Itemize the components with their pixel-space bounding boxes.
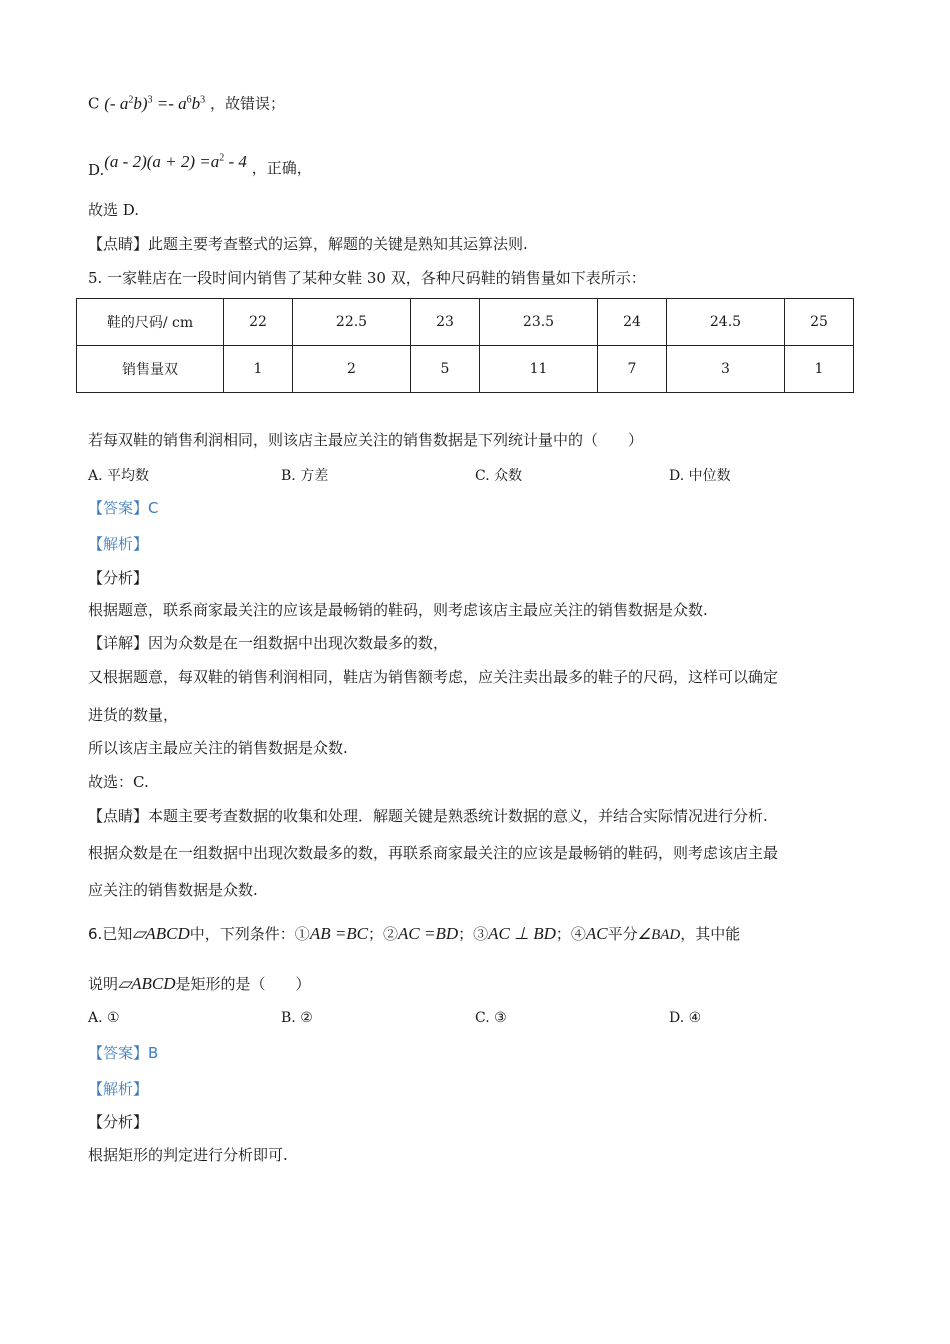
count-cell: 5 [410, 346, 479, 393]
q5-option-a: A. 平均数 [88, 468, 150, 484]
count-cell: 1 [784, 346, 853, 393]
table-row [77, 299, 854, 346]
item-c-comment: ，故错误； [209, 94, 285, 113]
q6-answer: 【答案】B [88, 1044, 159, 1062]
count-cell: 3 [667, 346, 785, 393]
item-c-label: C [88, 94, 100, 113]
q5-stem: 5. 一家鞋店在一段时间内销售了某种女鞋 30 双，各种尺码鞋的销售量如下表所示： [88, 269, 646, 287]
shoe-size-table [76, 298, 854, 393]
size-cell: 23 [410, 299, 479, 346]
q5-question: 若每双鞋的销售利润相同，则该店主最应关注的销售数据是下列统计量中的（ ） [88, 431, 644, 449]
q5-tip-2: 根据众数是在一组数据中出现次数最多的数，再联系商家最关注的应该是最畅销的鞋码，则考虑该店主最 [88, 844, 779, 862]
q4-choice: 故选 D. [88, 201, 140, 219]
q5-detail-1: 【详解】因为众数是在一组数据中出现次数最多的数， [88, 634, 449, 652]
q6-option-b: B. ② [281, 1010, 313, 1026]
size-cell: 24 [597, 299, 666, 346]
item-d-comment: ，正确， [251, 158, 312, 177]
size-cell: 23.5 [480, 299, 598, 346]
q6-option-a: A. ① [88, 1010, 120, 1026]
item-c-formula: (- $a^2b)^3 =- a^6b^3$ [104, 93, 206, 113]
count-cell: 1 [224, 346, 293, 393]
count-cell: 7 [597, 346, 666, 393]
q5-option-d: D. 中位数 [669, 468, 731, 484]
size-cell: 22 [224, 299, 293, 346]
size-cell: 24.5 [667, 299, 785, 346]
q6-option-c: C. ③ [475, 1010, 507, 1026]
q6-fenxi-label: 【分析】 [88, 1113, 149, 1131]
q5-detail-2: 又根据题意，每双鞋的销售利润相同，鞋店为销售额考虑，应关注卖出最多的鞋子的尺码，这样可以确定 [88, 668, 779, 686]
q5-answer: 【答案】C [88, 499, 159, 517]
q5-tip-1: 【点睛】本题主要考查数据的收集和处理．解题关键是熟悉统计数据的意义，并结合实际情况进行分析. [88, 807, 768, 825]
item-d-label: D. [88, 160, 105, 179]
q5-detail-3: 进货的数量， [88, 706, 179, 724]
q6-stem-line-1: 6.已知▱ABCD中，下列条件：①AB =BC；②AC =BD；③AC ⊥ BD；④AC平分∠BAD，其中能 [88, 924, 741, 943]
count-cell: 11 [480, 346, 598, 393]
q6-fenxi: 根据矩形的判定进行分析即可. [88, 1146, 288, 1164]
item-d-line [88, 148, 312, 179]
size-cell: 22.5 [293, 299, 411, 346]
q4-tip: 【点睛】此题主要考查整式的运算，解题的关键是熟知其运算法则. [88, 235, 528, 253]
table-row [77, 346, 854, 393]
q5-option-b: B. 方差 [281, 468, 329, 484]
q5-detail-4: 所以该店主最应关注的销售数据是众数. [88, 739, 348, 757]
size-cell: 25 [784, 299, 853, 346]
size-header-cell: 鞋的尺码/ cm [77, 299, 224, 346]
q6-stem-line-2: 说明▱ABCD是矩形的是（ ） [88, 974, 311, 993]
item-c-line [88, 90, 285, 114]
q5-choice: 故选：C. [88, 773, 149, 791]
q5-fenxi-label: 【分析】 [88, 569, 149, 587]
q5-fenxi: 根据题意，联系商家最关注的应该是最畅销的鞋码，则考虑该店主最应关注的销售数据是众数. [88, 601, 708, 619]
q5-tip-3: 应关注的销售数据是众数. [88, 881, 258, 899]
count-header-cell: 销售量双 [77, 346, 224, 393]
item-d-formula: $(a - 2)(a + 2) =a^2 - 4$ [104, 151, 247, 171]
q6-analysis-label: 【解析】 [88, 1080, 149, 1098]
q6-option-d: D. ④ [669, 1010, 702, 1026]
q5-analysis-label: 【解析】 [88, 535, 149, 553]
q5-option-c: C. 众数 [475, 468, 523, 484]
count-cell: 2 [293, 346, 411, 393]
